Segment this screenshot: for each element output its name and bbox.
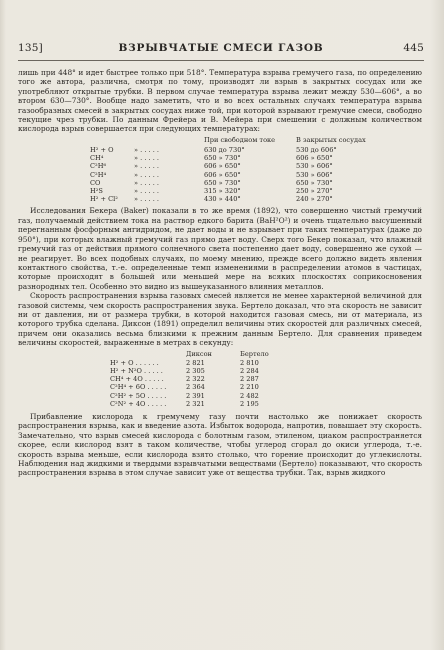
ditto-mark: » . . . . . [134, 170, 159, 179]
header-closed-vessel: В закрытых сосудах [296, 135, 366, 144]
table-row [110, 383, 294, 391]
mixture-formula: H² + O . . . . . . [110, 358, 159, 367]
gas-formula: H² + Cl² [90, 195, 118, 204]
closed-vessel-value: 530 » 606° [296, 162, 333, 171]
page-body [18, 68, 422, 478]
paragraph-4: Прибавление кислорода к гремучему газу почти настолько же понижает скорость распространения взрыва, как и введение азота. Избыток водорода, напротив, повышает эту скорость. Замечательно, что взрыв смесей кислорода с болотным газом, этиленом, циаком распространяется скорее, если кислород взят в таком количестве, чтобы углерод сгорал до окиси углерода, т.-е. скорость взрыва меньше, если кислорода взято столько, что горение происходит до углекислоты. Наблюдения над жидкими и твердыми взрывчатыми веществами (Бертело) показывают, что скорость распространения взрыва в этом случае зависит уже от вещества трубки. Так, взрыв жидкого [18, 411, 422, 478]
open-flow-value: 650 » 730° [204, 154, 241, 163]
detonation-speed-table [110, 350, 294, 408]
section-number: 135] [18, 42, 43, 54]
dixon-value: 2 821 [186, 358, 205, 367]
speed-table-body [110, 359, 294, 408]
open-flow-value: 650 » 730° [204, 178, 241, 187]
table-row [90, 171, 370, 179]
table-row [110, 367, 294, 375]
open-flow-value: 430 » 440° [204, 195, 241, 204]
closed-vessel-value: 250 » 270° [296, 187, 333, 196]
ditto-mark: » . . . . . [134, 178, 159, 187]
berthelot-value: 2 287 [240, 375, 259, 384]
dixon-value: 2 305 [186, 366, 205, 375]
header-berthelot: Бертело [240, 349, 269, 358]
table-header-row [110, 350, 294, 359]
open-flow-value: 606 » 650° [204, 162, 241, 171]
open-flow-value: 606 » 650° [204, 170, 241, 179]
table-row [90, 195, 370, 203]
gas-formula: H² + O [90, 146, 114, 155]
paragraph-1: лишь при 448° и идет быстрее только при 518°. Температура взрыва гремучего газа, по определению того же автора, различна, смотря по тому, производят ли взрыв в закрытых сосудах или же употребляют открытые трубки. В первом случае температура взрыва лежит между 530—606°, а во втором 630—730°. Вообще надо заметить, что и во всех остальных случаях температура взрыва газообразных смесей в закрытых сосудах ниже той, при которой взрывают гремучие смеси, свободно текущие чрез трубки. По данным Фрейера и В. Мейера при смешении с должным количеством кислорода взрыв совершается при следующих температурах: [18, 68, 422, 134]
dixon-value: 2 321 [186, 399, 205, 408]
mixture-formula: C²H² + 5O . . . . . [110, 391, 167, 400]
mixture-formula: H² + N²O . . . . . [110, 366, 163, 375]
open-flow-value: 630 до 730° [204, 146, 245, 155]
gas-formula: H²S [90, 187, 103, 196]
header-gas [90, 136, 134, 146]
header-dixon: Диксон [186, 349, 212, 358]
table-row [90, 179, 370, 187]
table-row [110, 375, 294, 383]
open-flow-value: 315 » 320° [204, 187, 241, 196]
gas-formula: C²H⁴ [90, 170, 107, 179]
header-mixture [110, 350, 186, 359]
header-open-flow: При свободном токе [204, 135, 276, 144]
header-rule [18, 60, 424, 61]
gas-formula: CH⁴ [90, 154, 104, 163]
ignition-temperature-table [90, 136, 370, 204]
mixture-formula: CH⁴ + 4O . . . . . [110, 375, 164, 384]
gas-formula: CO [90, 178, 101, 187]
berthelot-value: 2 210 [240, 383, 259, 392]
paragraph-3: Скорость распространения взрыва газовых смесей является не менее характерной величиной для газовой системы, чем скорость распространения звука. Бертело доказал, что эта скорость не зависит ни от давления, ни от размера трубки, в которой находится газовая смесь, ни от материала, из которого трубка сделана. Диксон (1891) определил величины этих скоростей для различных смесей, причем они оказались весьма близкими к прежним данным Бертело. Для сравнения приведем величины скоростей, выраженные в метрах в секунду: [18, 291, 422, 348]
table-row [90, 154, 370, 162]
dixon-value: 2 391 [186, 391, 205, 400]
table-header-row [90, 136, 370, 146]
closed-vessel-value: 530 » 606° [296, 170, 333, 179]
dixon-value: 2 322 [186, 375, 205, 384]
berthelot-value: 2 482 [240, 391, 259, 400]
table-row [90, 146, 370, 154]
ditto-mark: » . . . . . [134, 187, 159, 196]
dixon-value: 2 364 [186, 383, 205, 392]
closed-vessel-value: 606 » 650° [296, 154, 333, 163]
table-row [90, 187, 370, 195]
ditto-mark: » . . . . . [134, 162, 159, 171]
header-spacer [134, 136, 204, 146]
mixture-formula: C²H⁴ + 6O . . . . . [110, 383, 167, 392]
berthelot-value: 2 195 [240, 399, 259, 408]
table-row [90, 162, 370, 170]
ditto-mark: » . . . . . [134, 146, 159, 155]
closed-vessel-value: 650 » 730° [296, 178, 333, 187]
paragraph-2: Исследования Бекера (Baker) показали в то же время (1892), что совершенно чистый гремучий газ, получаемый действием тока на раствор едкого барита (BaH²O²) и очень тщательно высушенный перегнанным фосфорным ангидридом, не дает воды и не взрывает при таких температурах (даже до 950°), при которых влажный гремучий газ прямо дает воду. Сверх того Бекер показал, что влажный гремучий газ от действия прямого солнечного света постепенно дает воду, совершенно же сухой — не реагирует. Во всех подобных случаях, по моему мнению, прежде всего должно видеть явления контактного свойства, т.-е. определенные темп изменениями в распределении атомов в частицах, которые происходят в большей или меньшей мере на всяких плоскостях соприкосновения разнородных тел. Особенно это видно из вышеуказанного влияния металлов. [18, 206, 422, 291]
ignition-table-body [90, 146, 370, 203]
table-row [110, 400, 294, 408]
running-header [18, 42, 424, 62]
gas-formula: C²H⁶ [90, 162, 107, 171]
ditto-mark: » . . . . . [134, 195, 159, 204]
closed-vessel-value: 240 » 270° [296, 195, 333, 204]
page-number: 445 [403, 42, 424, 54]
table-row [110, 392, 294, 400]
page-title: ВЗРЫВЧАТЫЕ СМЕСИ ГАЗОВ [118, 42, 324, 54]
table-row [110, 359, 294, 367]
closed-vessel-value: 530 до 606° [296, 146, 337, 155]
berthelot-value: 2 284 [240, 366, 259, 375]
mixture-formula: C²N² + 4O . . . . . [110, 399, 167, 408]
ditto-mark: » . . . . . [134, 154, 159, 163]
berthelot-value: 2 810 [240, 358, 259, 367]
